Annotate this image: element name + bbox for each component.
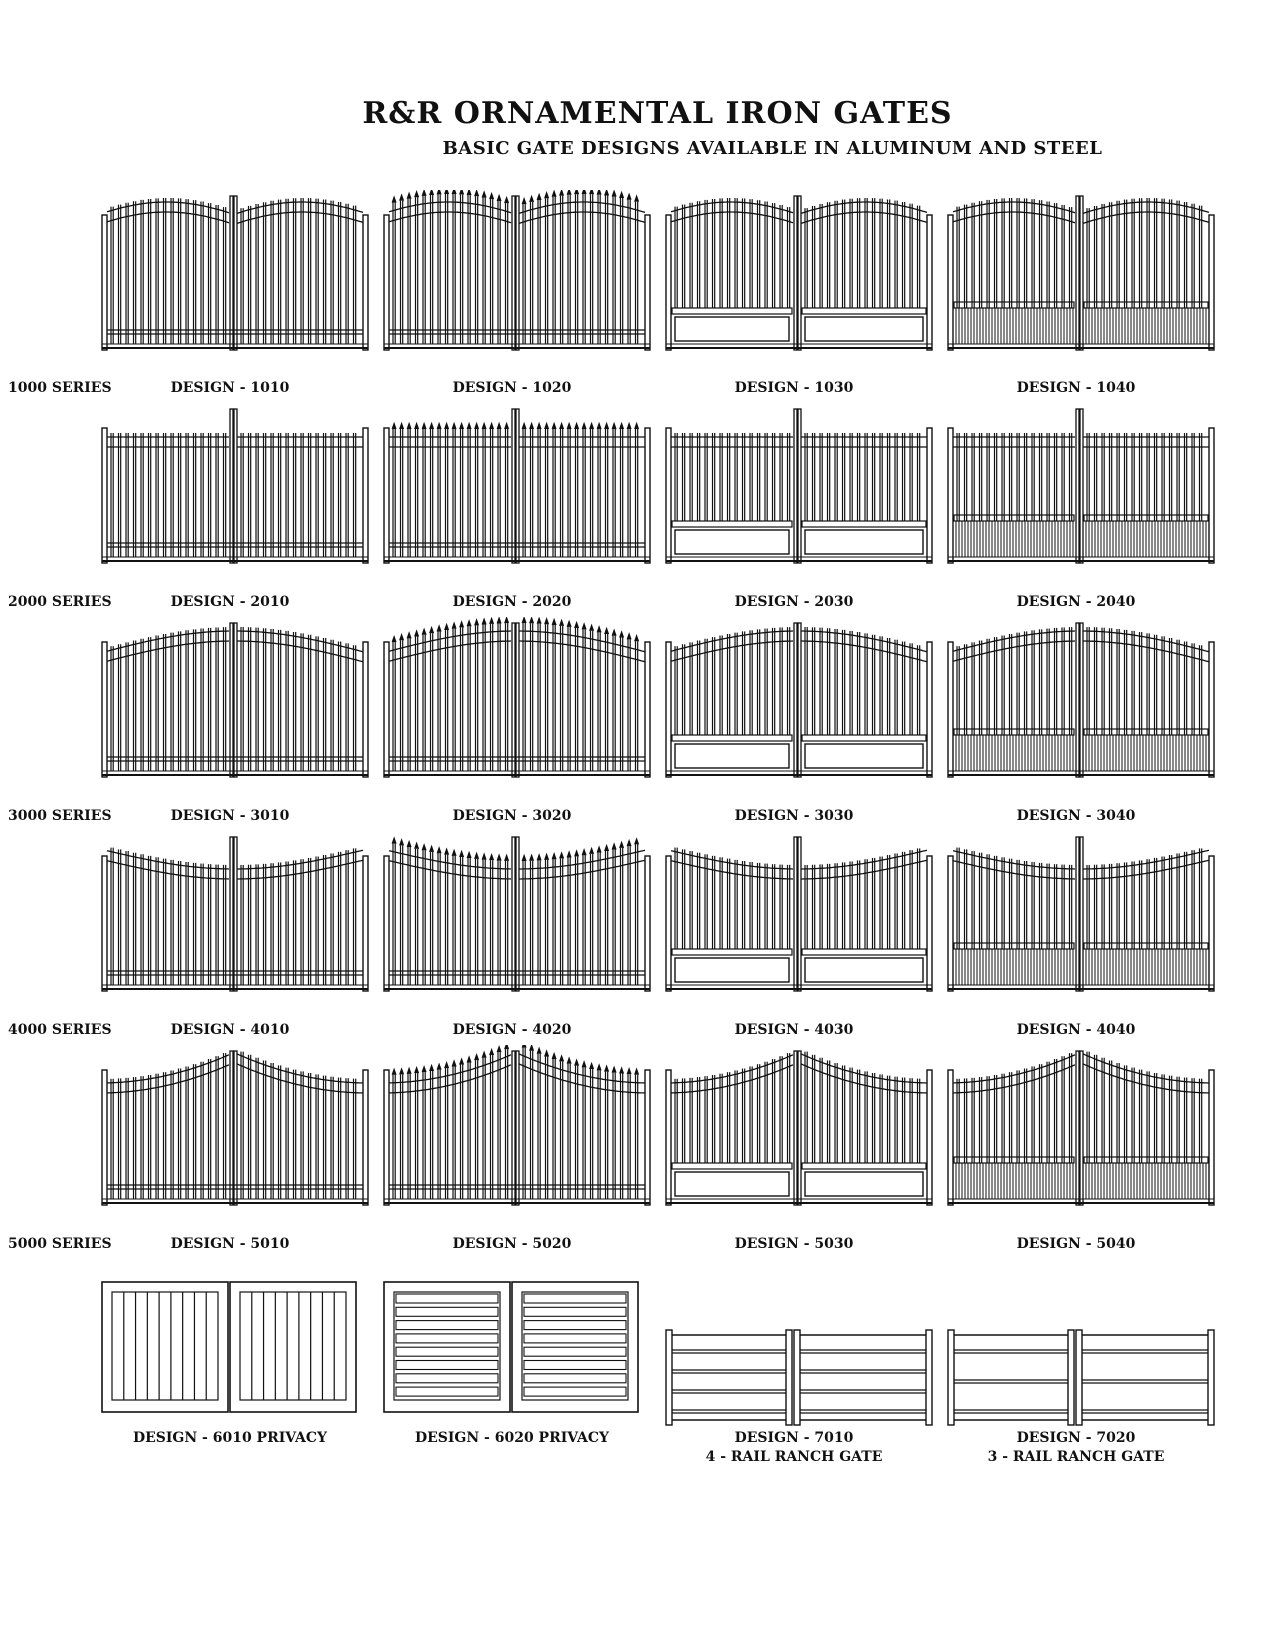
design-label: DESIGN - 4020 (452, 1022, 572, 1038)
gate-drawing (946, 1045, 1216, 1215)
gate-drawing (100, 1280, 370, 1430)
design-label: DESIGN - 7010 (734, 1430, 854, 1446)
design-label: DESIGN - 7020 (1016, 1430, 1136, 1446)
series-label: 1000 SERIES (8, 380, 112, 396)
design-label: DESIGN - 5020 (452, 1236, 572, 1252)
design-label: DESIGN - 5040 (1016, 1236, 1136, 1252)
gate-illustration (100, 1280, 370, 1450)
gate-drawing (382, 1280, 652, 1430)
gate-drawing (100, 1045, 370, 1215)
series-label: 3000 SERIES (8, 808, 112, 824)
design-label: DESIGN - 3020 (452, 808, 572, 824)
design-label: DESIGN - 5030 (734, 1236, 854, 1252)
gate-illustration (664, 1045, 934, 1215)
gate-illustration (946, 831, 1216, 1001)
gate-drawing (382, 617, 652, 787)
gate-drawing (382, 190, 652, 360)
gate-illustration (946, 1045, 1216, 1215)
design-label: DESIGN - 5010 (170, 1236, 290, 1252)
gate-drawing (946, 190, 1216, 360)
gate-illustration (100, 831, 370, 1001)
gate-drawing (946, 831, 1216, 1001)
gate-illustration (946, 1280, 1216, 1450)
gate-drawing (664, 1280, 934, 1430)
design-label: DESIGN - 3010 (170, 808, 290, 824)
gate-illustration (100, 1045, 370, 1215)
series-label: 2000 SERIES (8, 594, 112, 610)
gate-drawing (382, 831, 652, 1001)
gate-illustration (946, 617, 1216, 787)
design-label: DESIGN - 2030 (734, 594, 854, 610)
design-label: DESIGN - 3030 (734, 808, 854, 824)
gate-drawing (382, 403, 652, 573)
design-label: DESIGN - 4010 (170, 1022, 290, 1038)
gate-drawing (100, 403, 370, 573)
design-label: DESIGN - 1040 (1016, 380, 1136, 396)
gate-illustration (946, 190, 1216, 360)
gate-drawing (946, 617, 1216, 787)
design-label: DESIGN - 6020 PRIVACY (414, 1430, 610, 1446)
gate-illustration (100, 190, 370, 360)
design-label: DESIGN - 6010 PRIVACY (132, 1430, 328, 1446)
design-label: DESIGN - 2010 (170, 594, 290, 610)
gate-illustration (664, 831, 934, 1001)
series-label: 5000 SERIES (8, 1236, 112, 1252)
design-label: DESIGN - 2020 (452, 594, 572, 610)
gate-drawing (664, 403, 934, 573)
gate-drawing (664, 617, 934, 787)
design-label: DESIGN - 2040 (1016, 594, 1136, 610)
gate-drawing (100, 831, 370, 1001)
gate-illustration (100, 617, 370, 787)
gate-drawing (664, 831, 934, 1001)
gate-drawing (100, 617, 370, 787)
gate-drawing (664, 190, 934, 360)
gate-illustration (664, 190, 934, 360)
design-label: DESIGN - 1020 (452, 380, 572, 396)
gate-illustration (100, 403, 370, 573)
design-sublabel: 3 - RAIL RANCH GATE (987, 1449, 1165, 1465)
design-label: DESIGN - 4030 (734, 1022, 854, 1038)
gate-drawing (382, 1045, 652, 1215)
page-subtitle: BASIC GATE DESIGNS AVAILABLE IN ALUMINUM AND STEEL (442, 138, 1103, 159)
design-sublabel: 4 - RAIL RANCH GATE (705, 1449, 883, 1465)
gate-illustration (382, 1280, 652, 1450)
gate-drawing (946, 1280, 1216, 1430)
gate-illustration (382, 617, 652, 787)
design-label: DESIGN - 1030 (734, 380, 854, 396)
design-label: DESIGN - 3040 (1016, 808, 1136, 824)
gate-illustration (664, 617, 934, 787)
series-label: 4000 SERIES (8, 1022, 112, 1038)
gate-illustration (946, 403, 1216, 573)
gate-illustration (382, 403, 652, 573)
gate-drawing (946, 403, 1216, 573)
gate-illustration (382, 831, 652, 1001)
gate-illustration (664, 1280, 934, 1450)
gate-illustration (664, 403, 934, 573)
gate-illustration (382, 190, 652, 360)
gate-drawing (100, 190, 370, 360)
gate-illustration (382, 1045, 652, 1215)
design-label: DESIGN - 4040 (1016, 1022, 1136, 1038)
design-label: DESIGN - 1010 (170, 380, 290, 396)
gate-drawing (664, 1045, 934, 1215)
page-title: R&R ORNAMENTAL IRON GATES (362, 96, 953, 131)
